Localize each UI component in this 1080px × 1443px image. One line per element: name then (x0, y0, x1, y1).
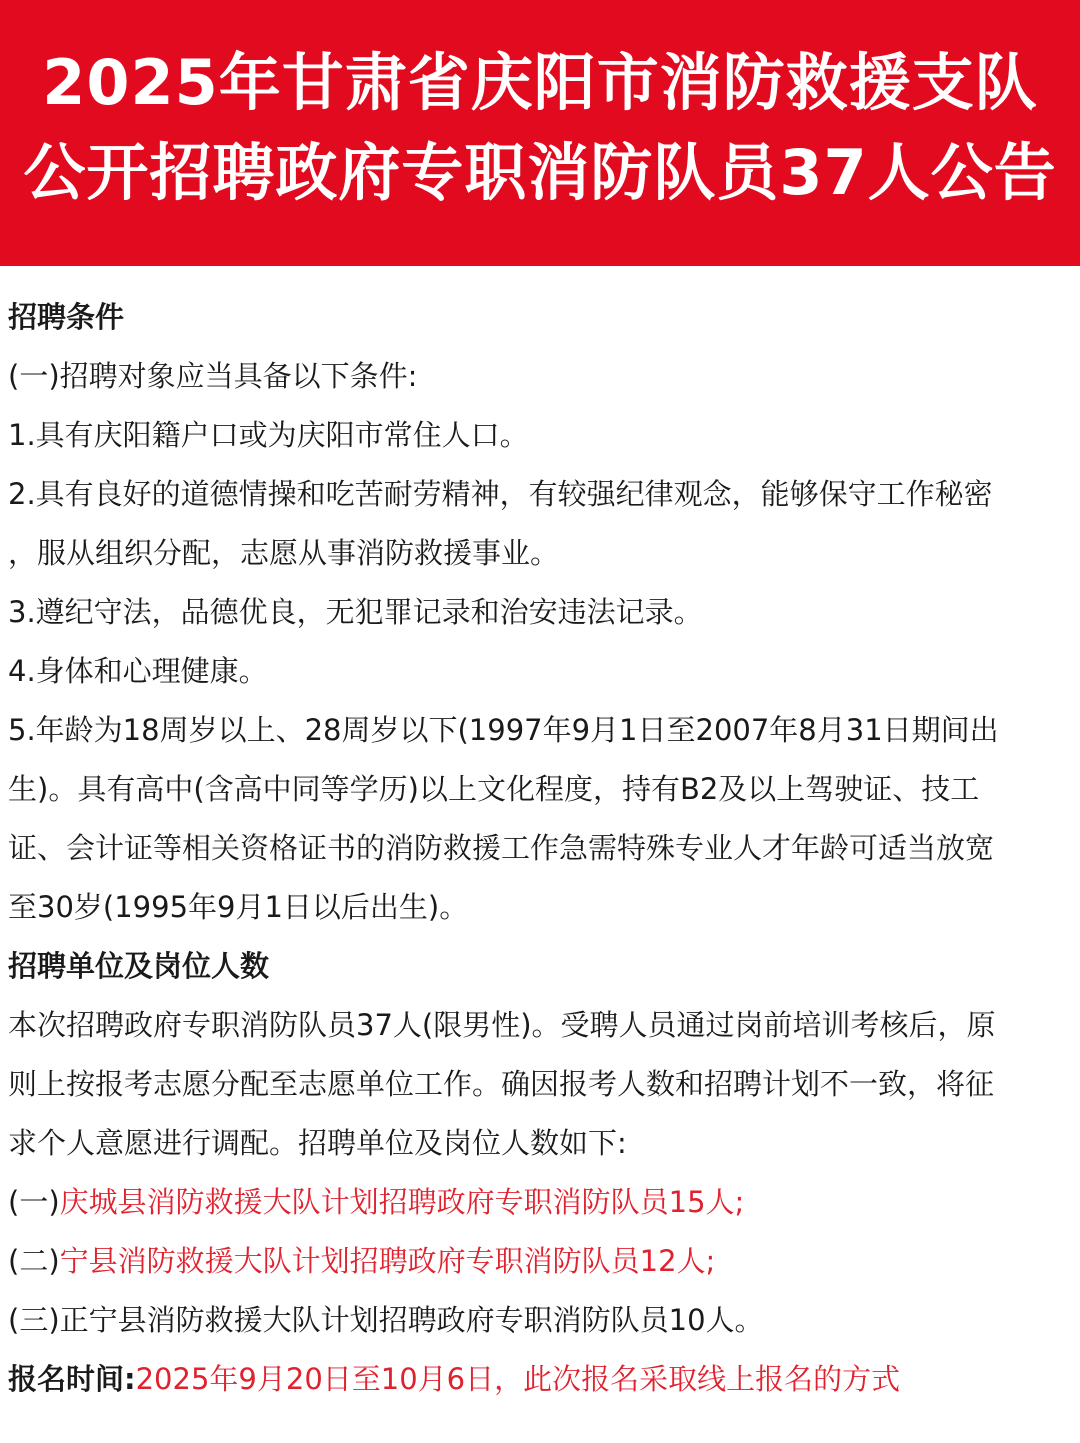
positions-line: 求个人意愿进行调配。招聘单位及岗位人数如下: (8, 1126, 627, 1160)
registration-value: 2025年9月20日至10月6日，此次报名采取线上报名的方式 (135, 1362, 901, 1396)
unit-prefix: (二) (8, 1244, 60, 1278)
condition-line: 至30岁(1995年9月1日以后出生)。 (8, 890, 469, 924)
unit-text: 宁县消防救援大队计划招聘政府专职消防队员12人; (59, 1244, 716, 1278)
conditions-heading: 招聘条件 (8, 300, 125, 334)
announcement-body (0, 266, 1080, 1409)
condition-line: 1.具有庆阳籍户口或为庆阳市常住人口。 (8, 418, 529, 452)
condition-line: ，服从组织分配，志愿从事消防救援事业。 (8, 536, 560, 570)
unit-prefix: (一) (8, 1185, 60, 1219)
positions-line: 本次招聘政府专职消防队员37人(限男性)。受聘人员通过岗前培训考核后，原 (8, 1008, 996, 1042)
unit-text: 正宁县消防救援大队计划招聘政府专职消防队员10人。 (59, 1303, 764, 1337)
header-banner (0, 0, 1080, 266)
unit-item-zhengning (8, 1291, 1072, 1350)
condition-line: 生)。具有高中(含高中同等学历)以上文化程度，持有B2及以上驾驶证、技工 (8, 772, 980, 806)
condition-line: 证、会计证等相关资格证书的消防救援工作急需特殊专业人才年龄可适当放宽 (8, 831, 995, 865)
registration-label: 报名时间: (8, 1362, 136, 1396)
unit-item-ningxian (8, 1232, 1072, 1291)
condition-line: 5.年龄为18周岁以上、28周岁以下(1997年9月1日至2007年8月31日期间出 (8, 713, 999, 747)
registration-time (8, 1350, 1072, 1409)
conditions-intro: (一)招聘对象应当具备以下条件: (8, 359, 418, 393)
unit-text: 庆城县消防救援大队计划招聘政府专职消防队员15人; (59, 1185, 745, 1219)
unit-item-qingcheng (8, 1173, 1072, 1232)
positions-line: 则上按报考志愿分配至志愿单位工作。确因报考人数和招聘计划不一致，将征 (8, 1067, 995, 1101)
unit-prefix: (三) (8, 1303, 60, 1337)
page-title-line-1: 2025年甘肃省庆阳市消防救援支队 (42, 46, 1038, 119)
page-title-line-2: 公开招聘政府专职消防队员37人公告 (23, 136, 1057, 209)
positions-heading: 招聘单位及岗位人数 (8, 949, 270, 983)
condition-line: 3.遵纪守法，品德优良，无犯罪记录和治安违法记录。 (8, 595, 703, 629)
condition-line: 2.具有良好的道德情操和吃苦耐劳精神，有较强纪律观念，能够保守工作秘密 (8, 477, 993, 511)
condition-line: 4.身体和心理健康。 (8, 654, 268, 688)
